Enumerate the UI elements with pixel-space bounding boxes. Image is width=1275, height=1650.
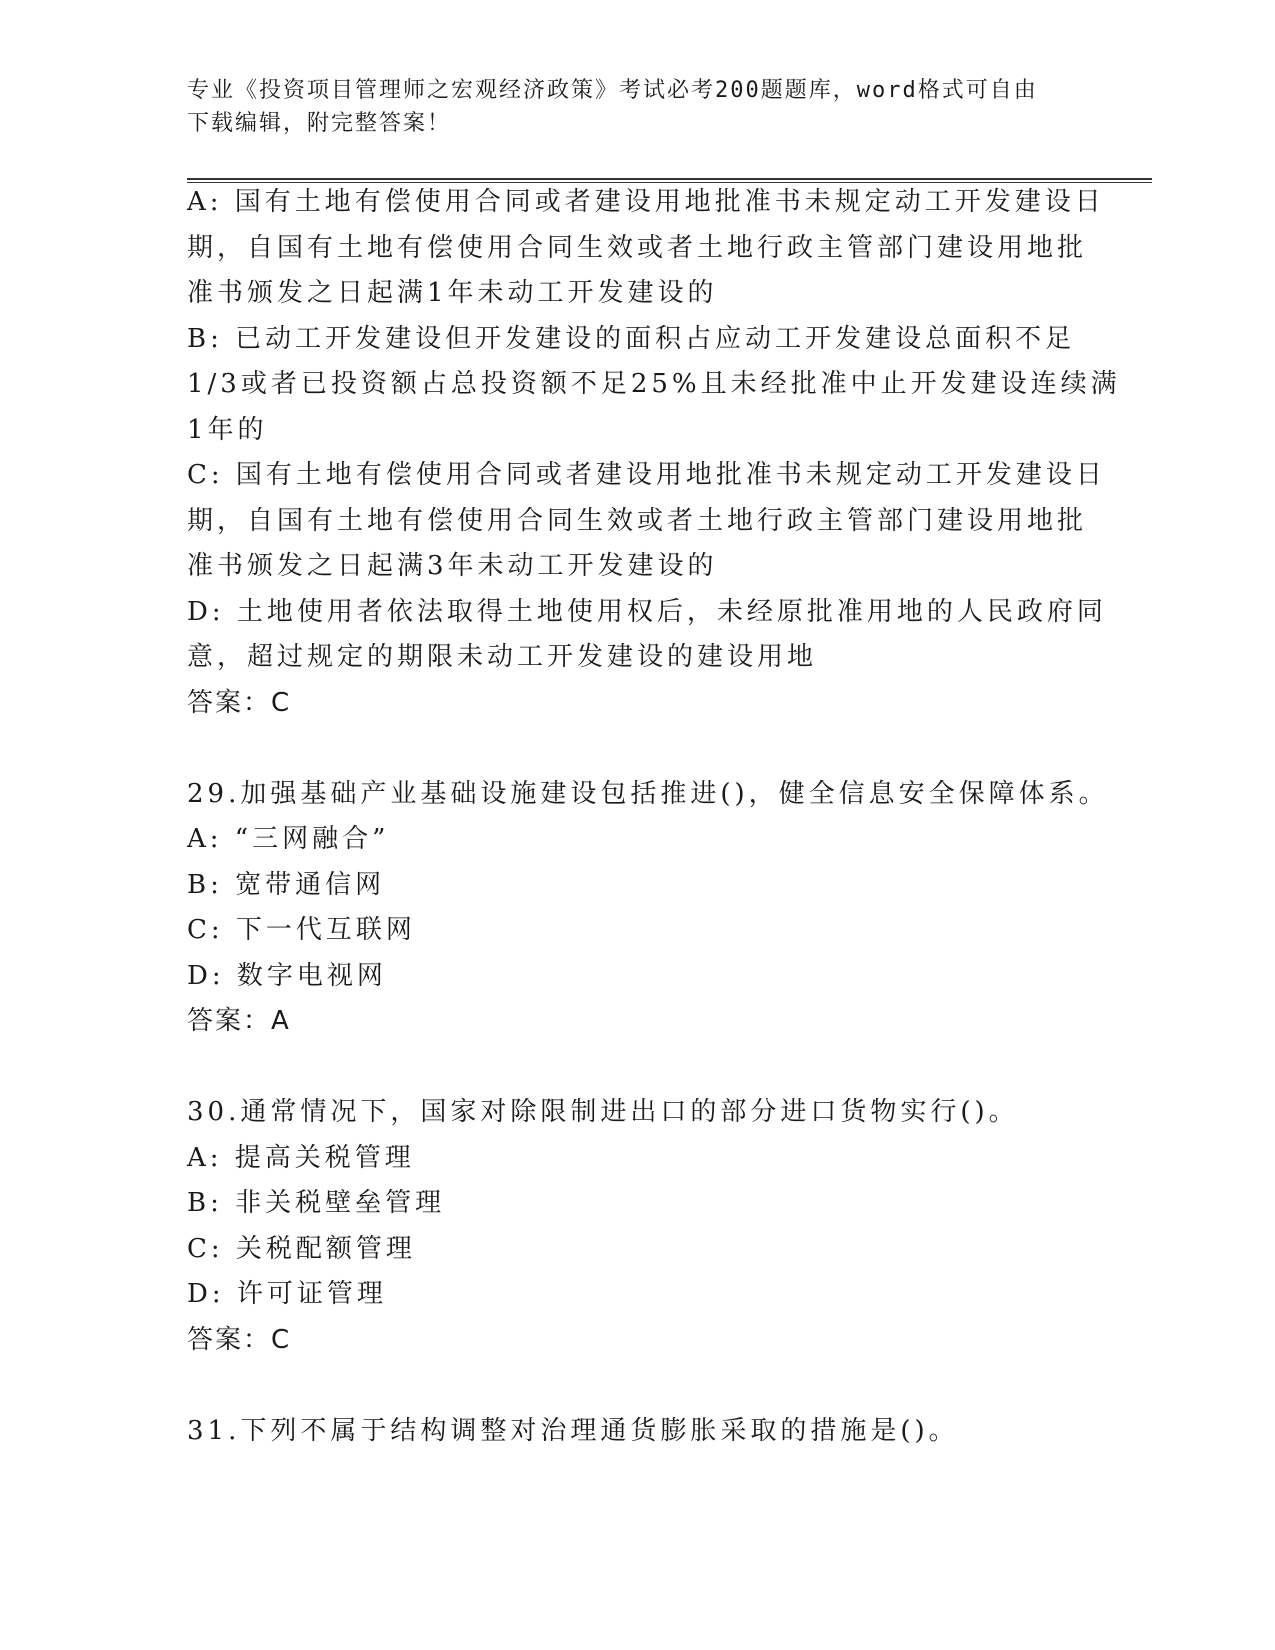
option-c: C: 关税配额管理 bbox=[187, 1233, 416, 1264]
option-c-line: 准书颁发之日起满3年未动工开发建设的 bbox=[187, 551, 718, 581]
spacer bbox=[187, 1045, 1087, 1091]
spacer bbox=[187, 726, 1087, 772]
option-d-line: 意，超过规定的期限未动工开发建设的建设用地 bbox=[187, 642, 818, 672]
answer-label: 答案：C bbox=[187, 687, 292, 718]
document-header bbox=[187, 74, 1067, 140]
answer-label: 答案：A bbox=[187, 1006, 291, 1036]
question-29 bbox=[187, 772, 1109, 1045]
question-stem: 31.下列不属于结构调整对治理通货膨胀采取的措施是()。 bbox=[187, 1415, 959, 1446]
option-d: D: 数字电视网 bbox=[187, 960, 387, 991]
option-c-line: 期，自国有土地有偿使用合同生效或者土地行政主管部门建设用地批 bbox=[187, 505, 1088, 536]
header-line-2: 下载编辑，附完整答案！ bbox=[187, 111, 452, 136]
answer-label: 答案：C bbox=[187, 1324, 292, 1355]
option-c: C: 下一代互联网 bbox=[187, 915, 416, 945]
option-c-line: C: 国有土地有偿使用合同或者建设用地批准书未规定动工开发建设日 bbox=[187, 460, 1106, 490]
question-body bbox=[187, 180, 1121, 1454]
option-a-line: 期，自国有土地有偿使用合同生效或者土地行政主管部门建设用地批 bbox=[187, 232, 1088, 263]
option-d: D: 许可证管理 bbox=[187, 1279, 387, 1309]
option-a: A: 提高关税管理 bbox=[187, 1142, 415, 1173]
question-30 bbox=[187, 1090, 1087, 1363]
option-a-line: 准书颁发之日起满1年未动工开发建设的 bbox=[187, 278, 718, 308]
header-line-1: 专业《投资项目管理师之宏观经济政策》考试必考200题题库，word格式可自由 bbox=[187, 78, 1038, 103]
option-a-line: A: 国有土地有偿使用合同或者建设用地批准书未规定动工开发建设日 bbox=[187, 187, 1105, 217]
question-stem: 29.加强基础产业基础设施建设包括推进()，健全信息安全保障体系。 bbox=[187, 778, 1109, 809]
option-b: B: 宽带通信网 bbox=[187, 869, 386, 900]
option-b-line: 1/3或者已投资额占总投资额不足25%且未经批准中止开发建设连续满 bbox=[187, 369, 1121, 399]
option-a: A: “三网融合” bbox=[187, 824, 390, 854]
option-d-line: D: 土地使用者依法取得土地使用权后，未经原批准用地的人民政府同 bbox=[187, 596, 1107, 627]
question-28-options bbox=[187, 180, 1121, 726]
question-stem: 30.通常情况下，国家对除限制进出口的部分进口货物实行()。 bbox=[187, 1097, 1019, 1127]
question-31 bbox=[187, 1409, 1087, 1455]
option-b-line: 1年的 bbox=[187, 414, 268, 445]
option-b-line: B: 已动工开发建设但开发建设的面积占应动工开发建设总面积不足 bbox=[187, 323, 1076, 354]
spacer bbox=[187, 1363, 1087, 1409]
option-b: B: 非关税壁垒管理 bbox=[187, 1188, 446, 1218]
